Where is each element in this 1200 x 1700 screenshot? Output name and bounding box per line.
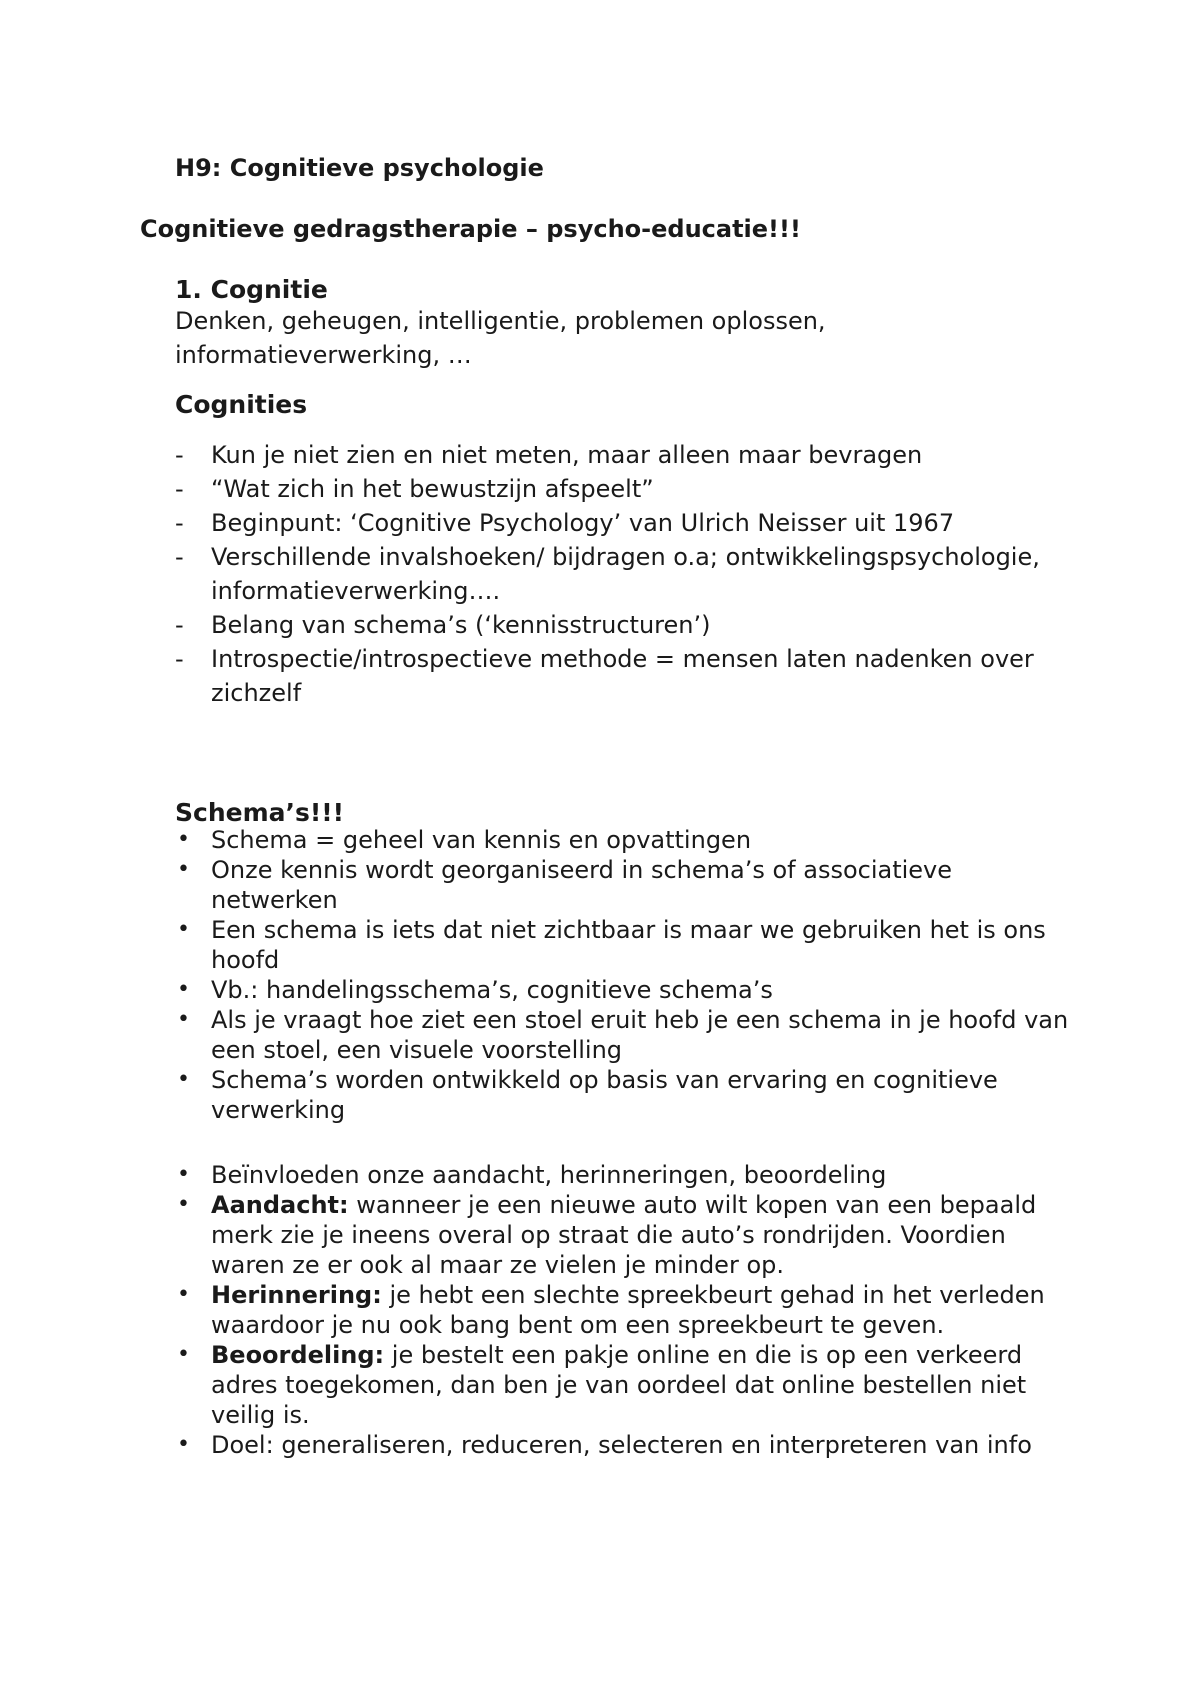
list-item — [175, 1005, 1075, 1065]
list-item — [175, 438, 1075, 472]
list-item-text: Schema = geheel van kennis en opvattingen — [211, 826, 752, 854]
list-item — [175, 540, 1075, 608]
section-text-line: informatieverwerking, … — [175, 341, 472, 369]
bullet-marker: • — [177, 1007, 190, 1032]
list-item — [175, 1160, 1075, 1190]
bullet-marker: • — [177, 1067, 190, 1092]
bullet-marker: • — [177, 1192, 190, 1217]
list-item — [175, 915, 1075, 975]
bullet-marker: • — [177, 1342, 190, 1367]
schemas-list-b — [175, 1160, 1075, 1460]
dash-marker: - — [175, 475, 184, 503]
schemas-list-a — [175, 825, 1075, 1125]
list-item — [175, 1190, 1075, 1280]
list-item-text: Schema’s worden ontwikkeld op basis van ervaring en cognitieve verwerking — [211, 1066, 998, 1124]
list-item-text: Verschillende invalshoeken/ bijdragen o.a; ontwikkelingspsychologie, informatieverwerking…. — [211, 543, 1040, 605]
cognities-list — [175, 438, 1075, 710]
dash-marker: - — [175, 543, 184, 571]
list-item — [175, 1065, 1075, 1125]
list-item-text: Als je vraagt hoe ziet een stoel eruit heb je een schema in je hoofd van een stoel, een visuele voorstelling — [211, 1006, 1069, 1064]
list-item-text: je hebt een slechte spreekbeurt gehad in het verleden waardoor je nu ook bang bent om een spreekbeurt te geven. — [211, 1281, 1045, 1339]
bullet-marker: • — [177, 1162, 190, 1187]
bullet-marker: • — [177, 827, 190, 852]
list-item — [175, 642, 1075, 710]
list-item — [175, 1430, 1075, 1460]
list-item-bold-term: Aandacht: — [211, 1191, 349, 1219]
list-item-text: “Wat zich in het bewustzijn afspeelt” — [211, 475, 654, 503]
list-item-text: Belang van schema’s (‘kennisstructuren’) — [211, 611, 711, 639]
list-item — [175, 825, 1075, 855]
list-item-text: Een schema is iets dat niet zichtbaar is maar we gebruiken het is ons hoofd — [211, 916, 1046, 974]
list-item — [175, 1280, 1075, 1340]
dash-marker: - — [175, 509, 184, 537]
page-subtitle: Cognitieve gedragstherapie – psycho-educatie!!! — [140, 215, 801, 243]
page-title: H9: Cognitieve psychologie — [175, 154, 544, 182]
list-item-text: Beginpunt: ‘Cognitive Psychology’ van Ulrich Neisser uit 1967 — [211, 509, 955, 537]
bullet-marker: • — [177, 1282, 190, 1307]
section-text-line: Denken, geheugen, intelligentie, problemen oplossen, — [175, 307, 826, 335]
list-item — [175, 608, 1075, 642]
list-item-text: Introspectie/introspectieve methode = mensen laten nadenken over zichzelf — [211, 645, 1034, 707]
section-heading-cognities: Cognities — [175, 390, 308, 419]
list-item-bold-term: Beoordeling: — [211, 1341, 385, 1369]
list-item-text: Doel: generaliseren, reduceren, selecteren en interpreteren van info — [211, 1431, 1032, 1459]
list-item-text: Vb.: handelingsschema’s, cognitieve schema’s — [211, 976, 773, 1004]
list-item — [175, 506, 1075, 540]
section-heading-cognitie: 1. Cognitie — [175, 275, 328, 304]
list-item — [175, 975, 1075, 1005]
list-item — [175, 855, 1075, 915]
section-heading-schemas: Schema’s!!! — [175, 798, 345, 827]
bullet-marker: • — [177, 857, 190, 882]
list-item — [175, 472, 1075, 506]
list-item-text: je bestelt een pakje online en die is op een verkeerd adres toegekomen, dan ben je van oordeel dat online bestellen niet veilig is. — [211, 1341, 1027, 1429]
bullet-marker: • — [177, 917, 190, 942]
list-item-bold-term: Herinnering: — [211, 1281, 382, 1309]
dash-marker: - — [175, 441, 184, 469]
list-item — [175, 1340, 1075, 1430]
dash-marker: - — [175, 645, 184, 673]
list-item-text: Beïnvloeden onze aandacht, herinneringen, beoordeling — [211, 1161, 887, 1189]
list-item-text: wanneer je een nieuwe auto wilt kopen van een bepaald merk zie je ineens overal op straat die auto’s rondrijden. Voordien waren ze er ook al maar ze vielen je minder op. — [211, 1191, 1037, 1279]
bullet-marker: • — [177, 977, 190, 1002]
list-item-text: Kun je niet zien en niet meten, maar alleen maar bevragen — [211, 441, 923, 469]
dash-marker: - — [175, 611, 184, 639]
bullet-marker: • — [177, 1432, 190, 1457]
list-item-text: Onze kennis wordt georganiseerd in schema’s of associatieve netwerken — [211, 856, 953, 914]
